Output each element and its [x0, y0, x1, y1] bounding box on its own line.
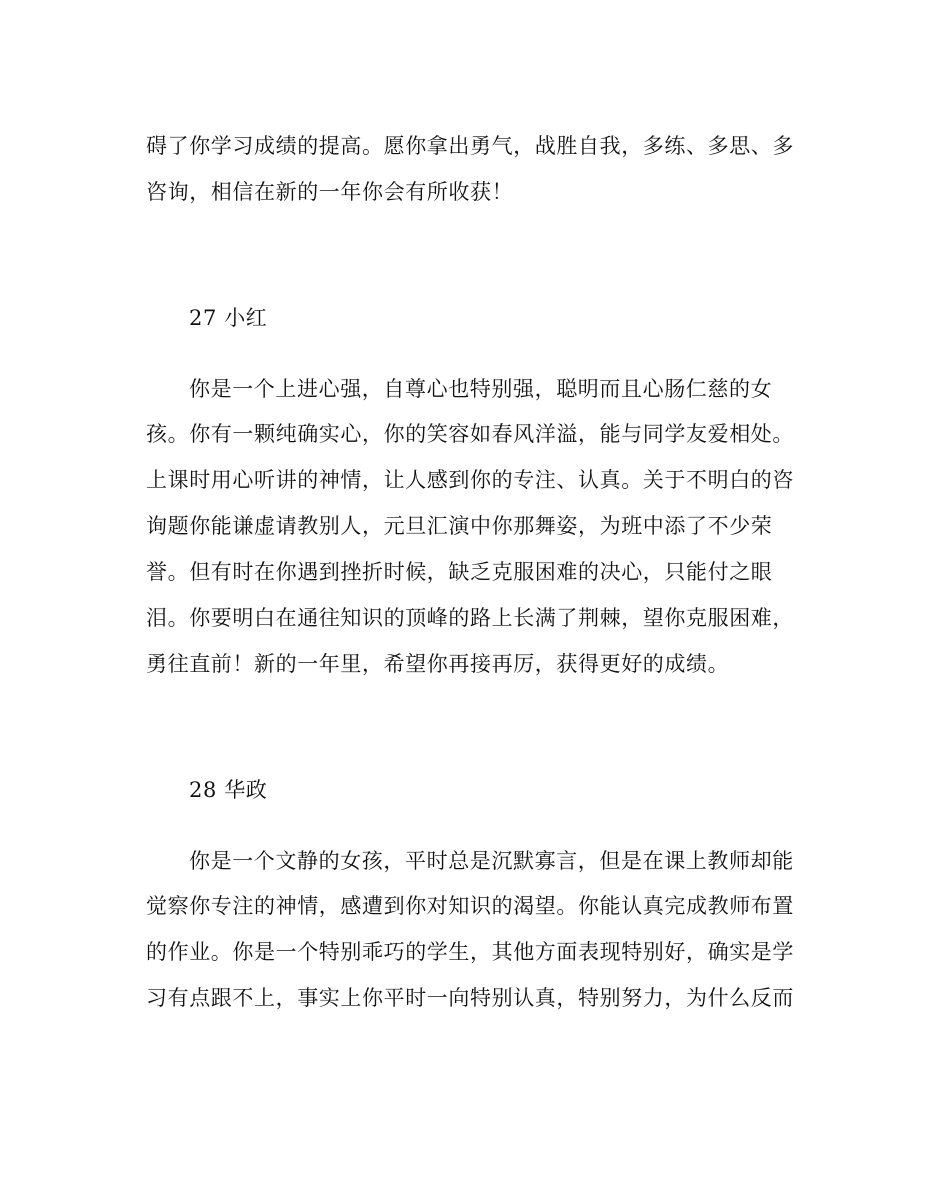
- paragraph-line: 上课时用心听讲的神情，让人感到你的专注、认真。关于不明白的咨: [146, 468, 794, 492]
- paragraph-line: 勇往直前！新的一年里，希望你再接再厉，获得更好的成绩。: [146, 652, 730, 676]
- paragraph-line: 碍了你学习成绩的提高。愿你拿出勇气，战胜自我，多练、多思、多: [146, 134, 794, 158]
- paragraph-line: 泪。你要明白在通往知识的顶峰的路上长满了荆棘，望你克服困难，: [146, 606, 794, 630]
- paragraph-line: 的作业。你是一个特别乖巧的学生，其他方面表现特别好，确实是学: [146, 940, 794, 964]
- paragraph-line: 觉察你专注的神情，感遭到你对知识的渴望。你能认真完成教师布置: [146, 894, 794, 918]
- paragraph-line: 你是一个上进心强，自尊心也特别强，聪明而且心肠仁慈的女: [189, 377, 773, 401]
- paragraph-line: 誉。但有时在你遇到挫折时候，缺乏克服困难的决心，只能付之眼: [146, 560, 773, 584]
- student-heading: 28 华政: [189, 778, 268, 802]
- paragraph-line: 咨询，相信在新的一年你会有所收获！: [146, 180, 514, 204]
- student-heading: 27 小红: [189, 306, 268, 330]
- paragraph-line: 习有点跟不上，事实上你平时一向特别认真，特别努力，为什么反而: [146, 986, 794, 1010]
- paragraph-line: 询题你能谦虚请教别人，元旦汇演中你那舞姿，为班中添了不少荣: [146, 514, 773, 538]
- paragraph-line: 你是一个文静的女孩，平时总是沉默寡言，但是在课上教师却能: [189, 849, 794, 873]
- paragraph-line: 孩。你有一颗纯确实心，你的笑容如春风洋溢，能与同学友爱相处。: [146, 422, 794, 446]
